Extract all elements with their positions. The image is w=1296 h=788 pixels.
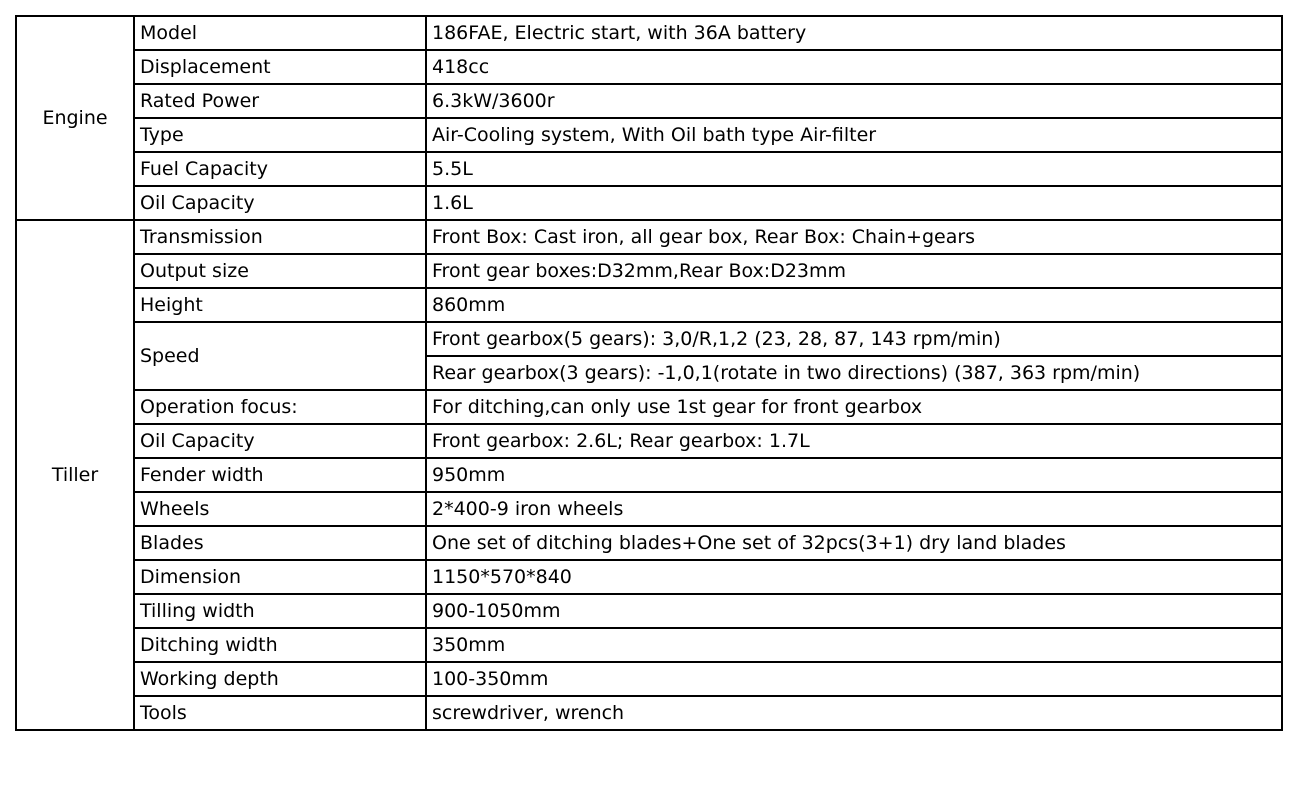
table-row (16, 220, 1282, 254)
row-value: Front Box: Cast iron, all gear box, Rear Box: Chain+gears (426, 220, 1282, 254)
row-value: 860mm (426, 288, 1282, 322)
row-label: Height (134, 288, 426, 322)
table-row (16, 152, 1282, 186)
row-value: 900-1050mm (426, 594, 1282, 628)
row-label: Oil Capacity (134, 186, 426, 220)
table-row (16, 628, 1282, 662)
row-value: Front gearbox: 2.6L; Rear gearbox: 1.7L (426, 424, 1282, 458)
row-label: Model (134, 16, 426, 50)
table-row (16, 84, 1282, 118)
group-tiller: Tiller (16, 220, 134, 730)
row-value: 5.5L (426, 152, 1282, 186)
row-value-speed-rear: Rear gearbox(3 gears): -1,0,1(rotate in two directions) (387, 363 rpm/min) (426, 356, 1282, 390)
row-label: Transmission (134, 220, 426, 254)
row-label: Tools (134, 696, 426, 730)
table-row (16, 322, 1282, 356)
row-label: Working depth (134, 662, 426, 696)
table-row (16, 50, 1282, 84)
table-row (16, 186, 1282, 220)
row-label: Fender width (134, 458, 426, 492)
row-value-speed-front: Front gearbox(5 gears): 3,0/R,1,2 (23, 28, 87, 143 rpm/min) (426, 322, 1282, 356)
spec-table (15, 15, 1283, 731)
row-value: 350mm (426, 628, 1282, 662)
row-value: 1.6L (426, 186, 1282, 220)
table-row (16, 118, 1282, 152)
row-value: 186FAE, Electric start, with 36A battery (426, 16, 1282, 50)
row-label: Type (134, 118, 426, 152)
row-value: Air-Cooling system, With Oil bath type Air-filter (426, 118, 1282, 152)
row-value: 1150*570*840 (426, 560, 1282, 594)
table-row (16, 560, 1282, 594)
table-row (16, 458, 1282, 492)
row-value: Front gear boxes:D32mm,Rear Box:D23mm (426, 254, 1282, 288)
row-value: 2*400-9 iron wheels (426, 492, 1282, 526)
row-label: Ditching width (134, 628, 426, 662)
row-label: Dimension (134, 560, 426, 594)
row-label: Tilling width (134, 594, 426, 628)
table-row (16, 492, 1282, 526)
table-row (16, 424, 1282, 458)
row-value: 950mm (426, 458, 1282, 492)
row-label: Output size (134, 254, 426, 288)
row-value: For ditching,can only use 1st gear for front gearbox (426, 390, 1282, 424)
row-label: Displacement (134, 50, 426, 84)
table-row (16, 16, 1282, 50)
row-label: Blades (134, 526, 426, 560)
row-label: Oil Capacity (134, 424, 426, 458)
row-value: 6.3kW/3600r (426, 84, 1282, 118)
row-label-speed: Speed (134, 322, 426, 390)
table-row (16, 594, 1282, 628)
group-engine: Engine (16, 16, 134, 220)
row-label: Operation focus: (134, 390, 426, 424)
table-row (16, 288, 1282, 322)
table-row (16, 526, 1282, 560)
table-row (16, 696, 1282, 730)
row-label: Rated Power (134, 84, 426, 118)
table-row (16, 390, 1282, 424)
row-value: 418cc (426, 50, 1282, 84)
table-row (16, 254, 1282, 288)
row-label: Fuel Capacity (134, 152, 426, 186)
row-label: Wheels (134, 492, 426, 526)
row-value: 100-350mm (426, 662, 1282, 696)
row-value: One set of ditching blades+One set of 32pcs(3+1) dry land blades (426, 526, 1282, 560)
row-value: screwdriver, wrench (426, 696, 1282, 730)
table-row (16, 662, 1282, 696)
